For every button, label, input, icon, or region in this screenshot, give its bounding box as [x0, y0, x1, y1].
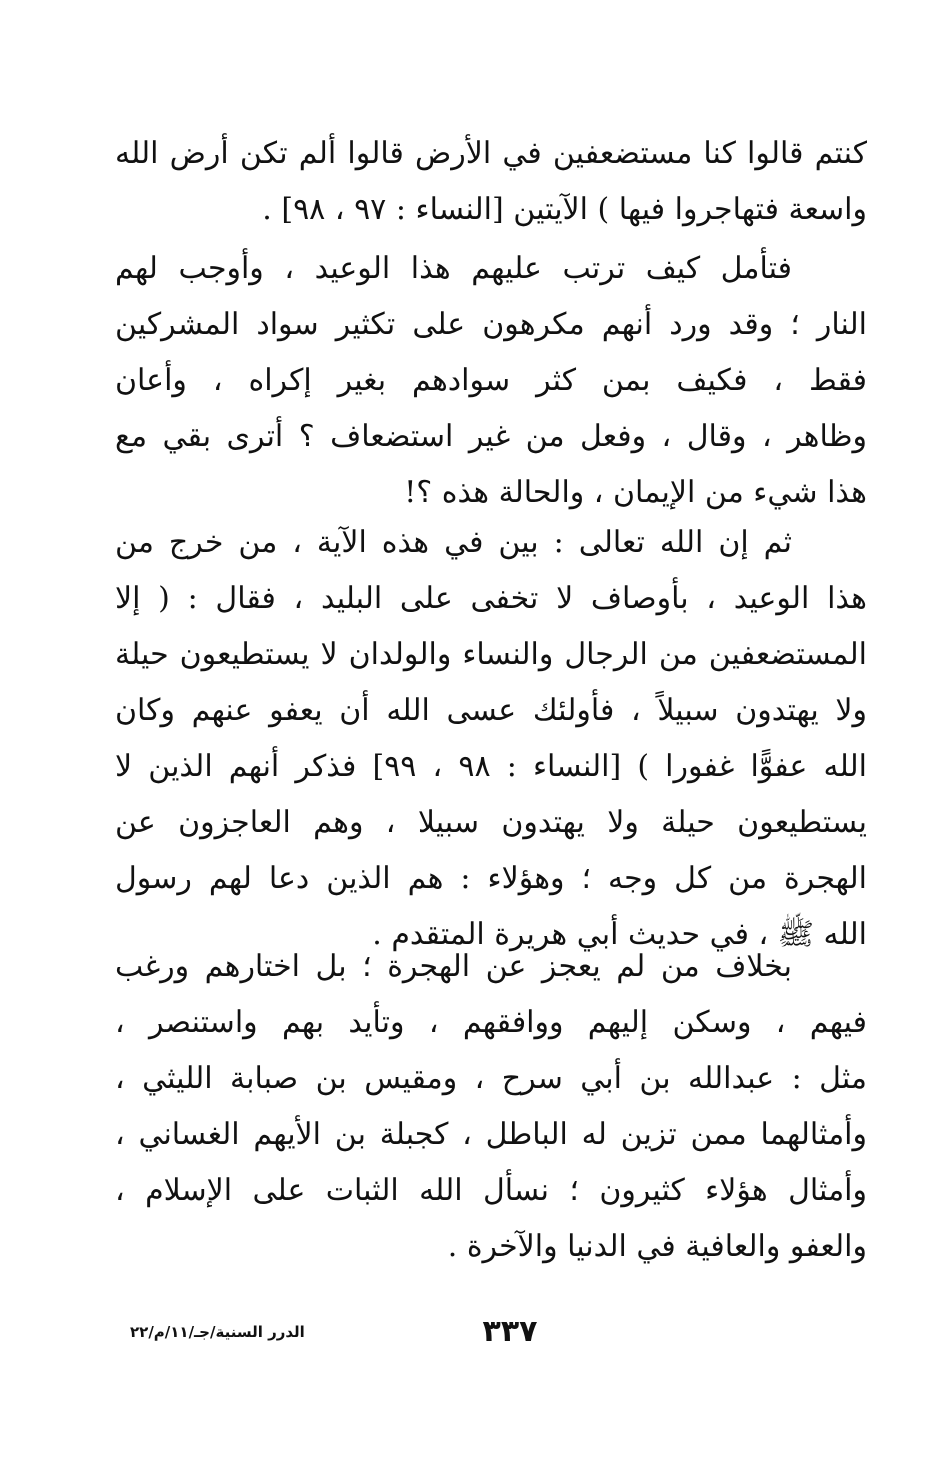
paragraph-3: [115, 515, 867, 963]
text-line: كنتم قالوا كنا مستضعفين في الأرض قالوا ألم تكن أرض الله: [115, 136, 867, 171]
text-line: الله عفوًّا غفورا ) [النساء : ٩٨ ، ٩٩] فذكر أنهم الذين لا: [115, 749, 867, 784]
text-line: وأمثال هؤلاء كثيرون ؛ نسأل الله الثبات على الإسلام ،: [115, 1173, 867, 1208]
text-line: هذا الوعيد ، بأوصاف لا تخفى على البليد ، فقال : ( إلا: [115, 581, 867, 616]
text-line: فتأمل كيف ترتب عليهم هذا الوعيد ، وأوجب لهم: [115, 251, 792, 286]
paragraph-1: [115, 126, 867, 238]
text-line: الهجرة من كل وجه ؛ وهؤلاء : هم الذين دعا لهم رسول: [115, 861, 867, 896]
page-footer: [0, 1312, 950, 1352]
text-line: وظاهر ، وقال ، وفعل من غير استضعاف ؟ أترى بقي مع: [115, 419, 867, 454]
text-line: وأمثالهما ممن تزين له الباطل ، كجبلة بن الأيهم الغساني ،: [115, 1117, 867, 1152]
page-number: ٣٣٧: [482, 1314, 538, 1349]
text-line: يستطيعون حيلة ولا يهتدون سبيلا ، وهم العاجزون عن: [115, 805, 867, 840]
source-reference: الدرر السنية/جـ/١١/م/٢٢: [130, 1323, 305, 1341]
text-line: ثم إن الله تعالى : بين في هذه الآية ، من خرج من: [115, 525, 792, 560]
text-line: واسعة فتهاجروا فيها ) الآيتين [النساء : ٩٧ ، ٩٨] .: [262, 192, 867, 227]
text-line: ولا يهتدون سبيلاً ، فأولئك عسى الله أن يعفو عنهم وكان: [115, 693, 867, 728]
text-line: مثل : عبدالله بن أبي سرح ، ومقيس بن صبابة الليثي ،: [115, 1061, 867, 1096]
paragraph-2: [115, 241, 867, 521]
paragraph-4: [115, 939, 867, 1275]
text-line: فقط ، فكيف بمن كثر سوادهم بغير إكراه ، وأعان: [115, 363, 867, 398]
text-line: النار ؛ وقد ورد أنهم مكرهون على تكثير سواد المشركين: [115, 307, 867, 342]
text-line: بخلاف من لم يعجز عن الهجرة ؛ بل اختارهم ورغب: [115, 949, 792, 984]
text-line: المستضعفين من الرجال والنساء والولدان لا يستطيعون حيلة: [115, 637, 867, 672]
text-line: هذا شيء من الإيمان ، والحالة هذه ؟!: [404, 475, 867, 510]
text-line: والعفو والعافية في الدنيا والآخرة .: [447, 1229, 867, 1264]
text-line: الله ﷺ ، في حديث أبي هريرة المتقدم .: [372, 917, 867, 952]
text-line: فيهم ، وسكن إليهم ووافقهم ، وتأيد بهم واستنصر ،: [115, 1005, 867, 1040]
